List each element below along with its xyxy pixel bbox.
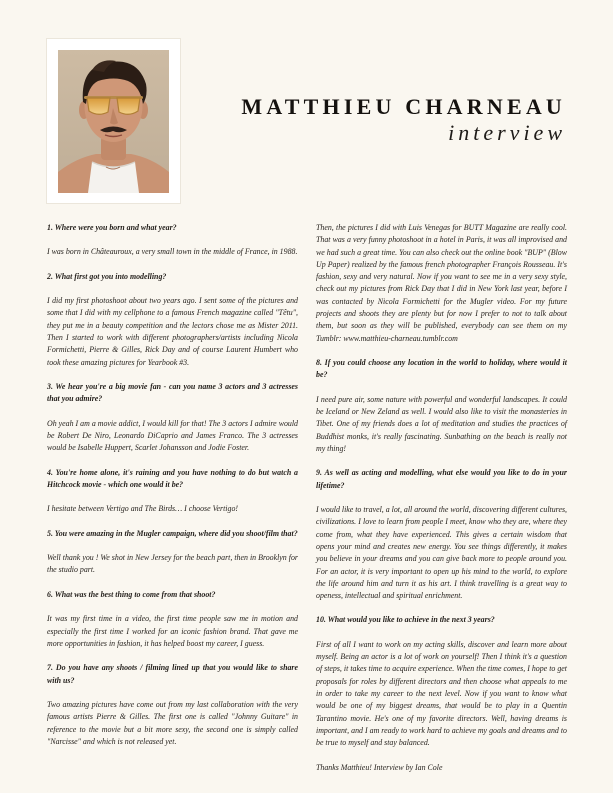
interview-question: 4. You're home alone, it's raining and you have nothing to do but watch a Hitchcock movie - which one would it be? bbox=[47, 467, 298, 490]
portrait-frame bbox=[47, 39, 180, 203]
interview-answer: Well thank you ! We shot in New Jersey for the beach part, then in Brooklyn for the studio part. bbox=[47, 553, 298, 575]
interview-question: 3. We hear you're a big movie fan - can you name 3 actors and 3 actresses that you admire? bbox=[47, 382, 298, 404]
left-column bbox=[47, 222, 298, 760]
interview-title: MATTHIEU CHARNEAU bbox=[241, 94, 566, 119]
interview-answer: Then, the pictures I did with Luis Venegas for BUTT Magazine are really cool. That was a very funny photoshoot in a hotel in Paris, it was all improvised and we had such a great time. You can also check out the online book "BUP" (Blow Up Paper) realized by the famous french photographer François Rousseau. It's fashion, sexy and very natural. Now if you want to see me in a very sexy style, check out my pictures from Rick Day that I did in New York last year, before I was contacted by Nicola Formichetti for the Mugler video. For my future projects and shoots they are plenty but for now I prefer to not to talk about them, but soon as they will be published, everybody can see them on my Tumblr: www.matthieu-charneau.tumblr.com bbox=[316, 223, 567, 343]
interview-answer: I did my first photoshoot about two years ago. I sent some of the pictures and some that I did with my cellphone to a famous French magazine called "Têtu", they put me in a beauty competition and the lectors chose me as Mister 2011. Then I started to work with different photographers/artists including Nicola Formichetti, Pierre & Gilles, Rick Day and of course Laurent Humbert who took these amazing pictures for Yearbook #3. bbox=[47, 296, 298, 367]
interview-answer: Oh yeah I am a movie addict, I would kill for that! The 3 actors I admire would be Robert De Niro, Leonardo DiCaprio and James Franco. The 3 actresses would be Isabelle Huppert, Scarlet Johansson and Jodie Foster. bbox=[47, 418, 298, 453]
interview-question: 8. If you could choose any location in the world to holiday, where would it be? bbox=[316, 358, 567, 380]
interview-question: 2. What first got you into modelling? bbox=[47, 271, 167, 281]
interview-question: 6. What was the best thing to come from that shoot? bbox=[47, 589, 216, 599]
interview-question: 10. What would you like to achieve in the next 3 years? bbox=[316, 615, 495, 625]
interview-answer: It was my first time in a video, the first time people saw me in motion and especially the first time I worked for an iconic fashion brand. That gave me more opportunities in fashion, it has helped boost my career, I guess. bbox=[47, 614, 298, 648]
interview-question: 5. You were amazing in the Mugler campaign, where did you shoot/film that? bbox=[47, 528, 298, 538]
interview-answer: I need pure air, some nature with powerful and wonderful landscapes. It could be Iceland or New Zeland as well. I would also like to visit the monasteries in Tibet. One of my friends does a lot of meditation and studies the practices of Buddhist monks, it's really fascinating. Sunbathing on the beach is really not my thing! bbox=[316, 394, 567, 453]
right-column bbox=[316, 222, 567, 786]
interview-question: 9. As well as acting and modelling, what else would you like to do in your lifetime? bbox=[316, 468, 567, 490]
portrait-photo bbox=[58, 50, 169, 193]
interview-answer: Two amazing pictures have come out from my last collaboration with the very famous artists Pierre & Gilles. The first one is called "Johnny Guitare" in reference to the movie but a bit more sexy, the second one is simply called "Narcisse" and which is not released yet. bbox=[47, 699, 298, 746]
interview-question: 1. Where were you born and what year? bbox=[47, 223, 177, 232]
interview-answer: I was born in Châteauroux, a very small town in the middle of France, in 1988. bbox=[47, 247, 298, 257]
interview-subtitle: interview bbox=[448, 120, 566, 145]
interview-answer: First of all I want to work on my acting skills, discover and learn more about myself. Being an actor is a lot of work on yourself! Then I think it's a question of steps, it takes time to acquire experience. When the time comes, I hope to get proposals for roles by different directors and then choose what appeals to me in order to take my career to the next level. Now if you want to know what would be one of my biggest dreams, that would be to play in a Quentin Tarantino movie. He's one of my favorite directors. Well, having dreams is important, and I am ready to work hard to achieve my goals and dreams and to be true to myself and stay balanced. bbox=[316, 639, 567, 748]
interview-answer: Thanks Matthieu! Interview by Ian Cole bbox=[316, 762, 443, 772]
interview-question: 7. Do you have any shoots / filming lined up that you would like to share with us? bbox=[47, 663, 298, 685]
portrait-illustration bbox=[58, 50, 169, 193]
interview-answer: I hesitate between Vertigo and The Birds… I choose Vertigo! bbox=[47, 504, 239, 514]
interview-answer: I would like to travel, a lot, all around the world, discovering different cultures, civilizations. I love to learn from people I meet, know who they are, where they come from, what they have experienced. This gives a certain wisdom that opens your mind and creates new energy. You see things differently, it makes you believe in your dreams and you can give back more to people around you. For an actor, it is very important to open up his mind to the world, to explore the life around him and turn it as his art. I think travelling is a great way to openess, intellectual and spiritual enrichment. bbox=[316, 505, 567, 601]
